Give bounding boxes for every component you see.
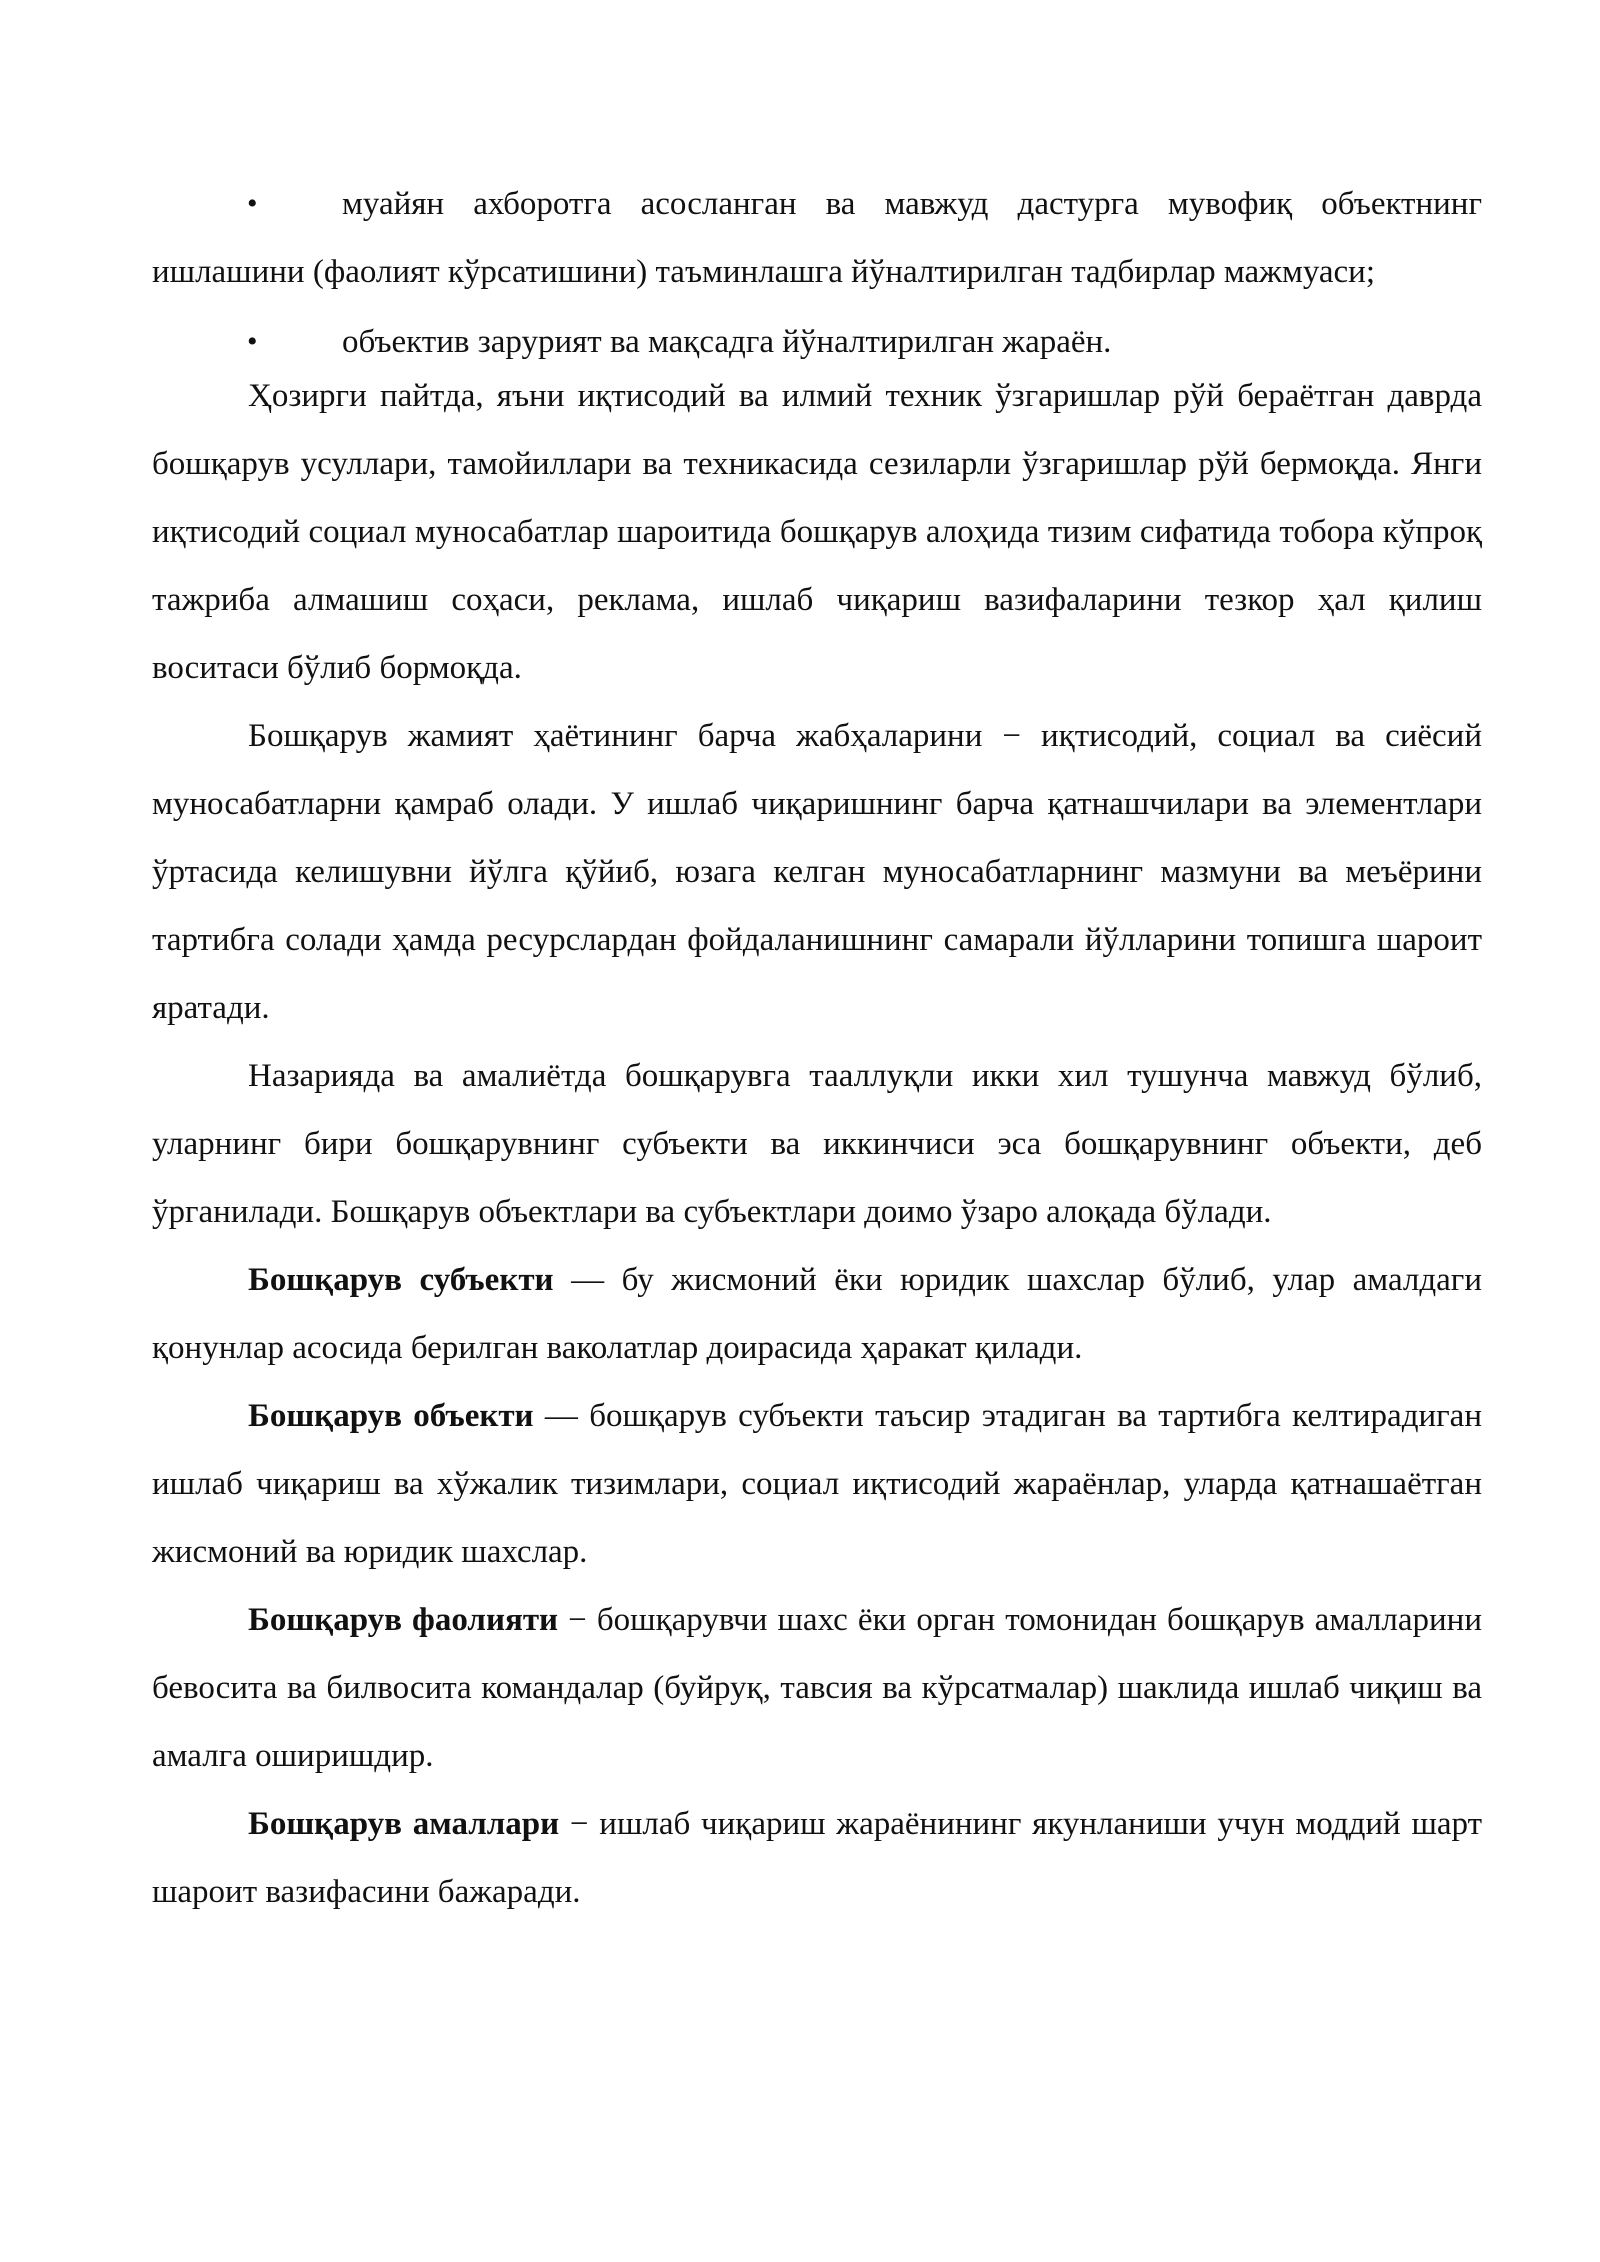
bullet-text: объектив зарурият ва мақсадга йўналтирилган жараён. xyxy=(342,324,1112,360)
bullet-icon: • xyxy=(247,325,258,358)
bullet-item xyxy=(152,170,1482,306)
definition-paragraph xyxy=(152,1246,1482,1382)
definition-term: Бошқарув фаолияти xyxy=(248,1602,559,1638)
definition-paragraph xyxy=(152,1790,1482,1926)
paragraph: Назарияда ва амалиётда бошқарувга тааллуқли икки хил тушунча мавжуд бўлиб, уларнинг бири бошқарувнинг субъекти ва иккинчиси эса бошқарувнинг объекти, деб ўрганилади. Бошқарув объектлари ва субъектлари доимо ўзаро алоқада бўлади. xyxy=(152,1058,1482,1230)
definition-text: — бу жисмоний ёки юридик шахслар бўлиб, улар амалдаги қонунлар асосида берилган ваколатлар доирасида ҳаракат қилади. xyxy=(152,1262,1482,1366)
definition-text: — бошқарув субъекти таъсир этадиган ва тартибга келтирадиган ишлаб чиқариш ва хўжалик тизимлари, социал иқтисодий жараёнлар, уларда қатнашаётган жисмоний ва юридик шахслар. xyxy=(152,1398,1482,1570)
paragraph: Бошқарув жамият ҳаётининг барча жабҳаларини − иқтисодий, социал ва сиёсий муносабатларни қамраб олади. У ишлаб чиқаришнинг барча қатнашчилари ва элементлари ўртасида келишувни йўлга қўйиб, юзага келган муносабатларнинг мазмуни ва меъёрини тартибга солади ҳамда ресурслардан фойдаланишнинг самарали йўлларини топишга шароит яратади. xyxy=(152,718,1482,1026)
definition-paragraph xyxy=(152,1586,1482,1790)
definition-term: Бошқарув амаллари xyxy=(248,1806,560,1842)
definition-term: Бошқарув субъекти xyxy=(248,1262,554,1298)
bullet-text: муайян ахборотга асосланган ва мавжуд дастурга мувофиқ объектнинг ишлашини (фаолият кўрсатишини) таъминлашга йўналтирилган тадбирлар мажмуаси; xyxy=(152,186,1482,290)
definition-term: Бошқарув объекти xyxy=(248,1398,534,1434)
bullet-icon: • xyxy=(247,187,258,220)
definition-text: − ишлаб чиқариш жараёнининг якунланиши учун моддий шарт шароит вазифасини бажаради. xyxy=(152,1806,1482,1910)
document-page xyxy=(152,170,1482,1926)
paragraph: Ҳозирги пайтда, яъни иқтисодий ва илмий техник ўзгаришлар рўй бераётган даврда бошқарув усуллари, тамойиллари ва техникасида сезиларли ўзгаришлар рўй бермоқда. Янги иқтисодий социал муносабатлар шароитида бошқарув алоҳида тизим сифатида тобора кўпроқ тажриба алмашиш соҳаси, реклама, ишлаб чиқариш вазифаларини тезкор ҳал қилиш воситаси бўлиб бормоқда. xyxy=(152,378,1482,686)
definition-text: − бошқарувчи шахс ёки орган томонидан бошқарув амалларини бевосита ва билвосита командалар (буйруқ, тавсия ва кўрсатмалар) шаклида ишлаб чиқиш ва амалга оширишдир. xyxy=(152,1602,1482,1774)
definition-paragraph xyxy=(152,1382,1482,1586)
bullet-item xyxy=(152,308,1482,376)
